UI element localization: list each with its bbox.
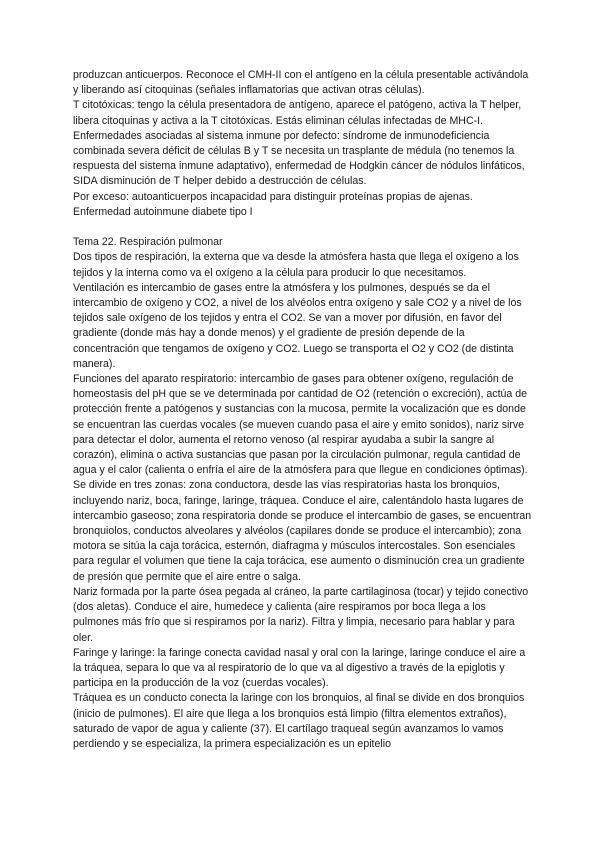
paragraph-ventilation: Ventilación es intercambio de gases entre la atmósfera y los pulmones, después se da el intercambio de oxígeno y CO2, a nivel de los alvéolos entra oxígeno y sale CO2 y a nivel de los tejidos sale oxígeno de los tejidos y entra el CO2. Se van a mover por difusión, en favor del gradiente (donde más hay a donde menos) y el gradiente de presión depende de la concentración que tengamos de oxígeno y CO2. Luego se transporta el O2 y CO2 (de distinta manera). <box>73 281 522 370</box>
paragraph-pharynx-larynx: Faringe y laringe: la faringe conecta cavidad nasal y oral con la laringe, laringe conduce el aire a la tráquea, separa lo que va al respiratorio de lo que va al digestivo a través de la epiglotis y participa en la producción de la voz (cuerdas vocales). <box>73 646 526 690</box>
paragraph-immune-excess: Por exceso: autoanticuerpos incapacidad para distinguir proteínas propias de ajenas. Enfermedad autoinmune diabete tipo I <box>73 190 473 218</box>
paragraph-nose: Nariz formada por la parte ósea pegada al cráneo, la parte cartilaginosa (tocar) y tejido conectivo (dos aletas). Conduce el aire, humedece y calienta (aire respiramos por boca llega a los pulmones más frío que si respiramos por la nariz). Filtra y limpia, necesario para hablar y para oler. <box>73 585 529 644</box>
paragraph-respiration-types: Dos tipos de respiración, la externa que va desde la atmósfera hasta que llega el oxígeno a los tejidos y la interna como va el oxígeno a la célula para producir lo que necesitamos. <box>73 251 519 279</box>
paragraph-spacer <box>73 220 533 235</box>
paragraph-immune-deficiency: Enfermedades asociadas al sistema inmune por defecto: síndrome de inmunodeficiencia combinada severa déficit de células B y T se necesita un trasplante de médula (no tenemos la respuesta del sistema inmune adaptativo), enfermedad de Hodgkin cáncer de nódulos linfáticos, SIDA disminución de T helper debido a destrucción de células. <box>73 129 525 188</box>
paragraph-t-cytotoxic: T citotóxicas: tengo la célula presentadora de antígeno, aparece el patógeno, activa la T helper, libera citoquinas y activa a la T citotóxicas. Estás eliminan células infectadas de MHC-I. <box>73 99 522 127</box>
paragraph-respiratory-functions: Funciones del aparato respiratorio: intercambio de gases para obtener oxígeno, regulación de homeostasis del pH que se ve determinada por cantidad de O2 (retención o excreción), actúa de protección frente a patógenos y sustancias con la mucosa, permite la vocalización que es donde se encuentran las cuerdas vocales (se mueven cuando pasa el aire y emito sonidos), nariz sirve para detectar el dolor, aumenta el retorno venoso (al respirar ayudaba a subir la sangre al corazón), elimina o activa sustancias que pasan por la circulación pulmonar, regula cantidad de agua y el calor (calienta o enfría el aire de la atmósfera para que llegue en condiciones óptimas). <box>73 373 528 477</box>
paragraph-trachea: Tráquea es un conducto conecta la laringe con los bronquios, al final se divide en dos bronquios (inicio de pulmones). El aire que llega a los bronquios está limpio (filtra elementos extraños), saturado de vapor de agua y caliente (37). El cartílago traqueal según avanzamos lo vamos perdiendo y se especializa, la primera especialización es un epitelio <box>73 692 525 750</box>
document-page <box>73 68 533 752</box>
section-heading: Tema 22. Respiración pulmonar <box>73 236 223 249</box>
paragraph-plasma-cells-continuation: produzcan anticuerpos. Reconoce el CMH-II con el antígeno en la célula presentable activándola y liberando así citoquinas (señales inflamatorias que activan otras células). <box>73 69 529 97</box>
paragraph-respiratory-zones: Se divide en tres zonas: zona conductora, desde las vías respiratorias hasta los bronquios, incluyendo nariz, boca, faringe, laringe, tráquea. Conduce el aire, calentándolo hasta lugares de intercambio gaseoso; zona respiratoria donde se produce el intercambio de gases, se encuentran bronquiolos, conductos alveolares y alvéolos (capilares donde se produce el intercambio); zona motora se sitúa la caja torácica, esternón, diafragma y músculos intercostales. Son esenciales para regular el volumen que tiene la caja torácica, ese aumento o disminución crea un gradiente de presión que permite que el aire entre o salga. <box>73 479 532 583</box>
